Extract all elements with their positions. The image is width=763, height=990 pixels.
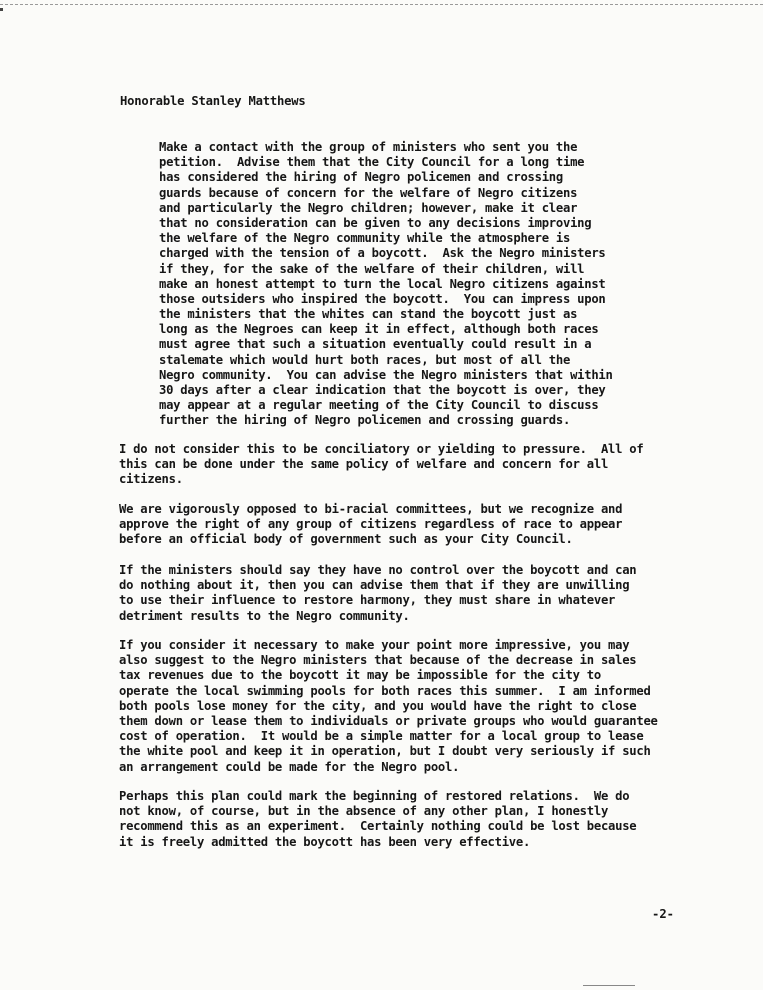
paragraph-committees <box>119 502 622 548</box>
paragraph-swimming-pools <box>119 638 658 775</box>
text-line: cost of operation. It would be a simple matter for a local group to lease <box>119 729 644 744</box>
text-line: guards because of concern for the welfare of Negro citizens <box>159 185 578 200</box>
text-line: the white pool and keep it in operation, but I doubt very seriously if such <box>119 744 651 759</box>
text-line: approve the right of any group of citizens regardless of race to appear <box>119 517 623 532</box>
text-line: must agree that such a situation eventually could result in a <box>159 337 592 352</box>
text-line: both pools lose money for the city, and you would have the right to close <box>119 698 637 713</box>
text-line: We are vigorously opposed to bi-racial committees, but we recognize and <box>119 502 623 516</box>
text-line: has considered the hiring of Negro policemen and crossing <box>159 170 563 185</box>
text-line: If you consider it necessary to make your point more impressive, you may <box>119 638 630 652</box>
text-line: make an honest attempt to turn the local Negro citizens against <box>159 276 606 291</box>
text-line: petition. Advise them that the City Council for a long time <box>159 155 585 170</box>
paragraph-ministers <box>119 563 636 624</box>
text-line: may appear at a regular meeting of the City Council to discuss <box>159 398 599 413</box>
text-line: tax revenues due to the boycott it may be impossible for the city to <box>119 668 601 683</box>
scan-mark <box>0 8 3 11</box>
text-line: that no consideration can be given to any decisions improving <box>159 215 592 230</box>
text-line: the welfare of the Negro community while the atmosphere is <box>159 231 571 246</box>
text-line: If the ministers should say they have no control over the boycott and can <box>119 563 637 577</box>
text-line: not know, of course, but in the absence of any other plan, I honestly <box>119 804 609 819</box>
salutation: Honorable Stanley Matthews <box>120 94 306 108</box>
text-line: citizens. <box>119 472 183 487</box>
text-line: if they, for the sake of the welfare of their children, will <box>159 261 585 276</box>
text-line: the ministers that the whites can stand the boycott just as <box>159 307 578 322</box>
text-line: recommend this as an experiment. Certainly nothing could be lost because <box>119 819 637 834</box>
text-line: and particularly the Negro children; however, make it clear <box>159 200 578 215</box>
text-line: it is freely admitted the boycott has been very effective. <box>119 834 531 849</box>
paragraph-conciliatory <box>119 442 643 488</box>
text-line: them down or lease them to individuals or private groups who would guarantee <box>119 713 658 728</box>
text-line: this can be done under the same policy of welfare and concern for all <box>119 457 609 472</box>
text-line: detriment results to the Negro community. <box>119 608 410 623</box>
text-line: to use their influence to restore harmony, they must share in whatever <box>119 593 616 608</box>
paragraph-closing <box>119 789 636 850</box>
text-line: those outsiders who inspired the boycott. You can impress upon <box>159 291 606 306</box>
top-perforation-rule <box>0 4 763 5</box>
bottom-scan-mark <box>583 985 635 986</box>
text-line: Make a contact with the group of ministers who sent you the <box>159 140 578 154</box>
text-line: charged with the tension of a boycott. Ask the Negro ministers <box>159 246 606 261</box>
text-line: 30 days after a clear indication that the boycott is over, they <box>159 383 606 397</box>
text-line: do nothing about it, then you can advise them that if they are unwilling <box>119 578 630 593</box>
text-line: before an official body of government such as your City Council. <box>119 532 573 547</box>
page-number: -2- <box>652 907 675 921</box>
text-line: stalemate which would hurt both races, but most of all the <box>159 352 571 367</box>
text-line: an arrangement could be made for the Negro pool. <box>119 759 460 774</box>
text-line: long as the Negroes can keep it in effect, although both races <box>159 322 599 337</box>
text-line: I do not consider this to be conciliatory or yielding to pressure. All of <box>119 442 644 456</box>
text-line: also suggest to the Negro ministers that because of the decrease in sales <box>119 653 637 668</box>
text-line: operate the local swimming pools for both races this summer. I am informed <box>119 683 651 698</box>
text-line: Negro community. You can advise the Negro ministers that within <box>159 367 613 382</box>
text-line: further the hiring of Negro policemen and crossing guards. <box>159 413 571 428</box>
indented-paragraph <box>159 140 613 429</box>
text-line: Perhaps this plan could mark the beginning of restored relations. We do <box>119 789 630 803</box>
